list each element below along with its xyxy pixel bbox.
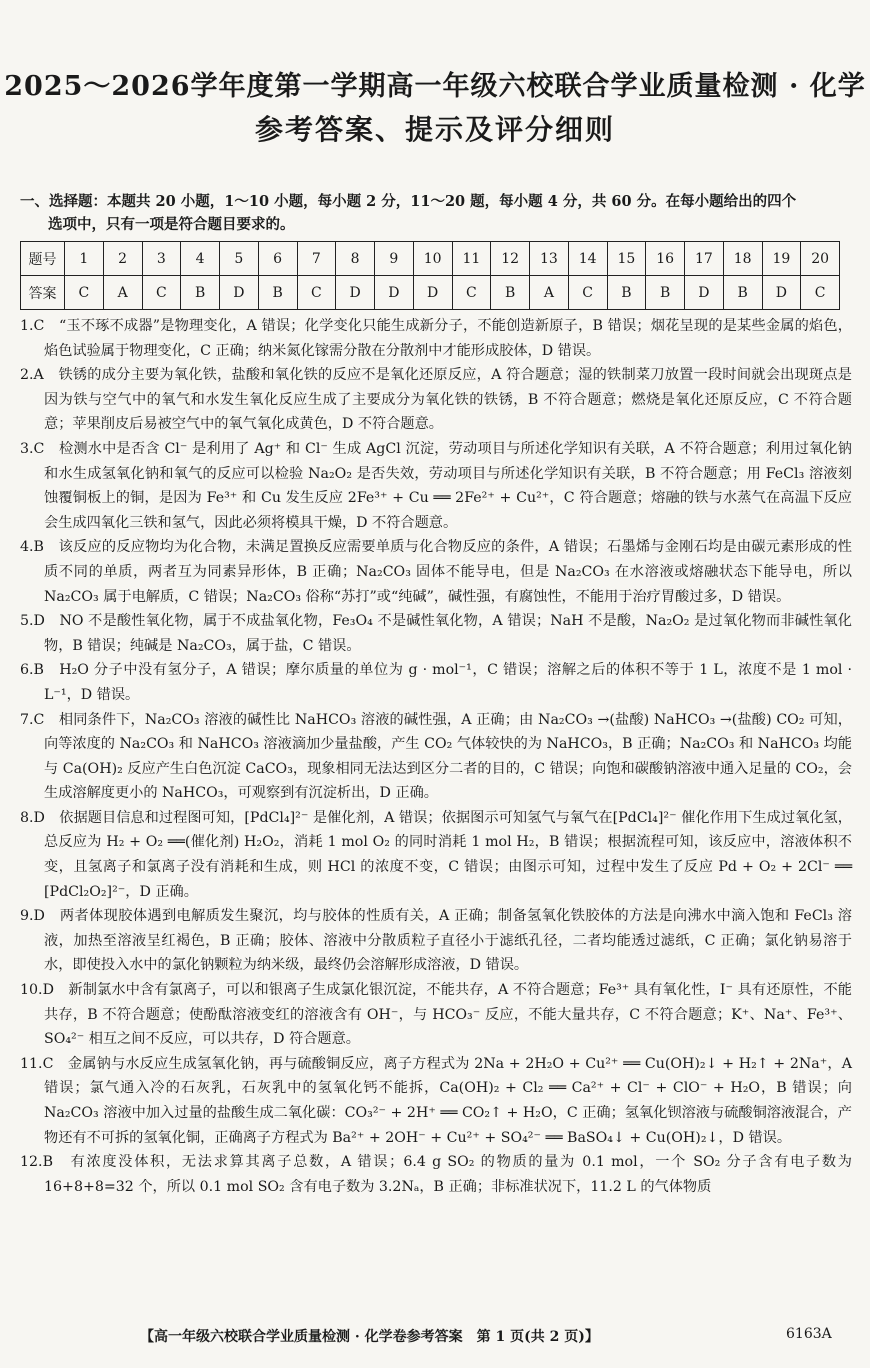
answer-cell: C — [568, 276, 607, 310]
explanation-item: 3.C 检测水中是否含 Cl⁻ 是利用了 Ag⁺ 和 Cl⁻ 生成 AgCl 沉淀，劳动项目与所述化学知识有关联，A 不符合题意；利用过氧化钠和水生成氢氧化钠和氧气的反应可以检验 Na₂O₂ 是否失效，劳动项目与所述化学知识有关联，B 不符合题意；用 FeCl₃ 溶液刻蚀覆铜板上的铜，是因为 Fe³⁺ 和 Cu 发生反应 2Fe³⁺ + Cu ══ 2Fe²⁺ + Cu²⁺，C 符合题意；熔融的铁与水蒸气在高温下反应会生成四氧化三铁和氢气，因此必须将模具干燥，D 不符合题意。 — [20, 440, 852, 531]
answer-cell: B — [181, 276, 220, 310]
answer-cell: C — [142, 276, 181, 310]
explanation-item: 4.B 该反应的反应物均为化合物，未满足置换反应需要单质与化合物反应的条件，A 错误；石墨烯与金刚石均是由碳元素形成的性质不同的单质，两者互为同素异形体，B 正确；Na₂CO₃ 固体不能导电，但是 Na₂CO₃ 在水溶液或熔融状态下能导电，所以 Na₂CO₃ 属于电解质，C 错误；Na₂CO₃ 俗称“苏打”或“纯碱”，碱性强，有腐蚀性，不能用于治疗胃酸过多，D 错误。 — [20, 539, 852, 605]
explanation-item: 8.D 依据题目信息和过程图可知，[PdCl₄]²⁻ 是催化剂，A 错误；依据图示可知氢气与氧气在[PdCl₄]²⁻ 催化作用下生成过氧化氢，总反应为 H₂ + O₂ ══(催化剂) H₂O₂，消耗 1 mol O₂ 的同时消耗 1 mol H₂，B 错误；根据流程可知，该反应中，溶液体积不变，且氢离子和氯离子没有消耗和生成，则 HCl 的浓度不变，C 错误；由图示可知，过程中发生了反应 Pd + O₂ + 2Cl⁻ ══ [PdCl₂O₂]²⁻，D 正确。 — [20, 809, 852, 900]
page-title: 2025～2026学年度第一学期高一年级六校联合学业质量检测 · 化学 — [4, 71, 866, 102]
table-row-numbers — [21, 242, 840, 276]
answer-cell: D — [336, 276, 375, 310]
question-number-cell: 19 — [762, 242, 801, 276]
answer-cell: D — [220, 276, 259, 310]
question-number-cell: 4 — [181, 242, 220, 276]
question-number-cell: 20 — [801, 242, 840, 276]
explanation-item: 9.D 两者体现胶体遇到电解质发生聚沉，均与胶体的性质有关，A 正确；制备氢氧化铁胶体的方法是向沸水中滴入饱和 FeCl₃ 溶液，加热至溶液呈红褐色，B 正确；胶体、溶液中分散质粒子直径小于滤纸孔径，二者均能透过滤纸，C 正确；氯化钠易溶于水，即使投入水中的氯化钠颗粒为纳米级，最终仍会溶解形成溶液，D 错误。 — [20, 908, 852, 974]
answer-table — [20, 241, 840, 310]
question-number-cell: 3 — [142, 242, 181, 276]
answer-cell: B — [646, 276, 685, 310]
question-number-cell: 16 — [646, 242, 685, 276]
question-number-cell: 10 — [413, 242, 452, 276]
answer-cell: C — [801, 276, 840, 310]
answer-cell: B — [491, 276, 530, 310]
question-number-cell: 2 — [103, 242, 142, 276]
section-header-line-1: 一、选择题：本题共 20 小题，1～10 小题，每小题 2 分，11～20 题，每小题 4 分，共 60 分。在每小题给出的四个 — [20, 193, 797, 210]
question-number-cell: 7 — [297, 242, 336, 276]
section-header-line-2: 选项中，只有一项是符合题目要求的。 — [48, 216, 295, 233]
footer-text: 【高一年级六校联合学业质量检测 · 化学卷参考答案 第 1 页(共 2 页)】 — [140, 1329, 599, 1345]
table-row-answers — [21, 276, 840, 310]
question-number-cell: 1 — [65, 242, 104, 276]
answer-cell: D — [413, 276, 452, 310]
explanation-item: 12.B 有浓度没体积，无法求算其离子总数，A 错误；6.4 g SO₂ 的物质的量为 0.1 mol，一个 SO₂ 分子含有电子数为 16+8+8=32 个，所以 0.1 mol SO₂ 含有电子数为 3.2Nₐ，B 正确；非标准状况下，11.2 L 的气体物质 — [20, 1154, 852, 1195]
answer-cell: C — [297, 276, 336, 310]
question-number-cell: 6 — [258, 242, 297, 276]
page-subtitle: 参考答案、提示及评分细则 — [254, 113, 615, 146]
row-label-answer: 答案 — [21, 276, 65, 310]
answer-cell: A — [103, 276, 142, 310]
explanation-item: 2.A 铁锈的成分主要为氧化铁，盐酸和氧化铁的反应不是氧化还原反应，A 符合题意；湿的铁制菜刀放置一段时间就会出现斑点是因为铁与空气中的氧气和水发生氧化反应生成了主要成分为氧化铁的铁锈，B 不符合题意；燃烧是氧化还原反应，C 不符合题意；苹果削皮后易被空气中的氧气氧化成黄色，D 不符合题意。 — [20, 367, 852, 433]
section-header — [20, 190, 852, 236]
question-number-cell: 17 — [685, 242, 724, 276]
explanation-item: 5.D NO 不是酸性氧化物，属于不成盐氧化物，Fe₃O₄ 不是碱性氧化物，A 错误；NaH 不是酸，Na₂O₂ 是过氧化物而非碱性氧化物，B 错误；纯碱是 Na₂CO₃，属于盐，C 错误。 — [20, 613, 852, 654]
question-number-cell: 9 — [375, 242, 414, 276]
question-number-cell: 18 — [723, 242, 762, 276]
explanations — [20, 314, 852, 1199]
answer-cell: D — [375, 276, 414, 310]
answer-cell: B — [723, 276, 762, 310]
question-number-cell: 5 — [220, 242, 259, 276]
answer-cell: D — [762, 276, 801, 310]
answer-cell: D — [685, 276, 724, 310]
question-number-cell: 15 — [607, 242, 646, 276]
explanation-item: 6.B H₂O 分子中没有氢分子，A 错误；摩尔质量的单位为 g · mol⁻¹，C 错误；溶解之后的体积不等于 1 L，浓度不是 1 mol · L⁻¹，D 错误。 — [20, 662, 852, 703]
explanation-item: 7.C 相同条件下，Na₂CO₃ 溶液的碱性比 NaHCO₃ 溶液的碱性强，A 正确；由 Na₂CO₃ →(盐酸) NaHCO₃ →(盐酸) CO₂ 可知，向等浓度的 Na₂CO₃ 和 NaHCO₃ 溶液滴加少量盐酸，产生 CO₂ 气体较快的为 NaHCO₃，B 正确；Na₂CO₃ 和 NaHCO₃ 均能与 Ca(OH)₂ 反应产生白色沉淀 CaCO₃，现象相同无法达到区分二者的目的，C 错误；向饱和碳酸钠溶液中通入足量的 CO₂，会生成溶解度更小的 NaHCO₃，可观察到有沉淀析出，D 正确。 — [20, 711, 852, 802]
row-label-number: 题号 — [21, 242, 65, 276]
footer-code: 6163A — [786, 1326, 832, 1342]
question-number-cell: 12 — [491, 242, 530, 276]
explanation-item: 1.C “玉不琢不成器”是物理变化，A 错误；化学变化只能生成新分子，不能创造新原子，B 错误；烟花呈现的是某些金属的焰色，焰色试验属于物理变化，C 正确；纳米氮化镓需分散在分散剂中才能形成胶体，D 错误。 — [20, 318, 852, 359]
question-number-cell: 14 — [568, 242, 607, 276]
answer-cell: C — [65, 276, 104, 310]
answer-cell: B — [607, 276, 646, 310]
question-number-cell: 13 — [530, 242, 569, 276]
answer-cell: A — [530, 276, 569, 310]
answer-cell: C — [452, 276, 491, 310]
question-number-cell: 11 — [452, 242, 491, 276]
explanation-item: 10.D 新制氯水中含有氯离子，可以和银离子生成氯化银沉淀，不能共存，A 不符合题意；Fe³⁺ 具有氧化性，I⁻ 具有还原性，不能共存，B 不符合题意；使酚酞溶液变红的溶液含有 OH⁻，与 HCO₃⁻ 反应，不能大量共存，C 不符合题意；K⁺、Na⁺、Fe³⁺、SO₄²⁻ 相互之间不反应，可以共存，D 符合题意。 — [20, 982, 852, 1048]
answer-cell: B — [258, 276, 297, 310]
question-number-cell: 8 — [336, 242, 375, 276]
explanation-item: 11.C 金属钠与水反应生成氢氧化钠，再与硫酸铜反应，离子方程式为 2Na + 2H₂O + Cu²⁺ ══ Cu(OH)₂↓ + H₂↑ + 2Na⁺，A 错误；氯气通入冷的石灰乳，石灰乳中的氢氧化钙不能拆，Ca(OH)₂ + Cl₂ ══ Ca²⁺ + Cl⁻ + ClO⁻ + H₂O，B 错误；向 Na₂CO₃ 溶液中加入过量的盐酸生成二氧化碳：CO₃²⁻ + 2H⁺ ══ CO₂↑ + H₂O，C 正确；氢氧化钡溶液与硫酸铜溶液混合，产物还有不可拆的氢氧化铜，正确离子方程式为 Ba²⁺ + 2OH⁻ + Cu²⁺ + SO₄²⁻ ══ BaSO₄↓ + Cu(OH)₂↓，D 错误。 — [20, 1055, 852, 1146]
